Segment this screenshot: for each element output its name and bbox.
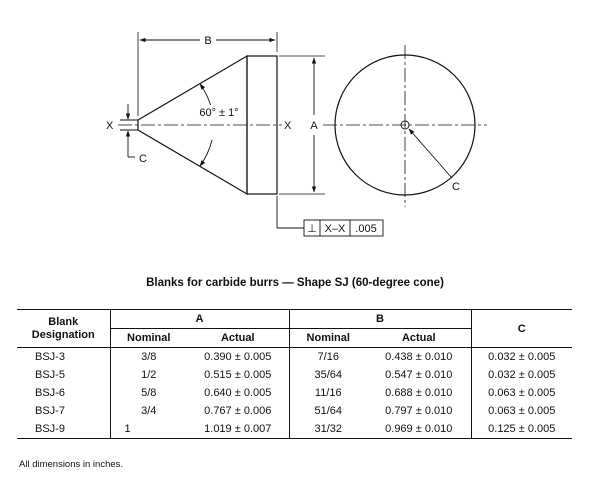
designation-cell: BSJ-6 xyxy=(35,387,65,399)
header-nominal-a: Nominal xyxy=(110,329,187,348)
dim-a-label: A xyxy=(310,120,318,132)
designation-cell: BSJ-7 xyxy=(35,405,65,417)
table-row xyxy=(17,384,572,402)
angle-label: 60° ± 1° xyxy=(199,107,239,119)
c-tip-dimension xyxy=(120,104,138,157)
a-actual-cell: 0.515 ± 0.005 xyxy=(204,369,272,381)
a-actual-cell: 0.390 ± 0.005 xyxy=(187,348,289,367)
tolerance-value: .005 xyxy=(355,223,377,235)
b-actual-cell: 0.547 ± 0.010 xyxy=(385,369,453,381)
table-row xyxy=(17,402,572,420)
header-actual-b: Actual xyxy=(367,329,471,348)
a-nominal-cell: 5/8 xyxy=(110,384,187,402)
dim-b-label: B xyxy=(204,35,212,47)
table-row xyxy=(17,348,572,367)
a-nominal-cell: 3/4 xyxy=(110,402,187,420)
tolerance-symbol: ⊥ xyxy=(307,223,317,235)
b-actual-cell: 0.969 ± 0.010 xyxy=(367,420,471,439)
header-a: A xyxy=(110,310,289,329)
b-nominal-cell: 7/16 xyxy=(289,348,367,367)
axis-x-right: X xyxy=(284,120,292,132)
table-row xyxy=(17,420,572,439)
c-cell: 0.125 ± 0.005 xyxy=(471,420,572,439)
a-nominal-cell: 1/2 xyxy=(110,366,187,384)
header-nominal-b: Nominal xyxy=(289,329,367,348)
designation-cell: BSJ-9 xyxy=(17,420,110,439)
designation-cell: BSJ-3 xyxy=(17,348,110,367)
header-blank: Blank xyxy=(48,315,79,328)
a-nominal-cell: 1 xyxy=(110,420,187,439)
a-actual-cell: 0.640 ± 0.005 xyxy=(204,387,272,399)
header-designation: Designation xyxy=(31,328,95,341)
c-leader xyxy=(409,129,452,178)
b-actual-cell: 0.438 ± 0.010 xyxy=(367,348,471,367)
table-body xyxy=(17,348,572,439)
blank-designation-header xyxy=(17,310,110,348)
dim-c-label: C xyxy=(139,153,147,165)
a-actual-cell: 0.767 ± 0.006 xyxy=(204,405,272,417)
c-cell: 0.063 ± 0.005 xyxy=(471,402,572,420)
dim-c-circle-label: C xyxy=(452,181,460,193)
a-actual-cell: 1.019 ± 0.007 xyxy=(187,420,289,439)
axis-x-left: X xyxy=(106,120,114,132)
b-nominal-cell: 11/16 xyxy=(289,384,367,402)
header-actual-a: Actual xyxy=(187,329,289,348)
blanks-table xyxy=(17,309,572,439)
c-cell: 0.032 ± 0.005 xyxy=(471,348,572,367)
c-cell: 0.063 ± 0.005 xyxy=(471,384,572,402)
designation-cell: BSJ-5 xyxy=(35,369,65,381)
tolerance-datum: X–X xyxy=(324,223,346,235)
header-c: C xyxy=(471,310,572,348)
b-nominal-cell: 31/32 xyxy=(289,420,367,439)
b-actual-cell: 0.688 ± 0.010 xyxy=(385,387,453,399)
table-caption: Blanks for carbide burrs — Shape SJ (60-degree cone) xyxy=(146,277,444,289)
table-row xyxy=(17,366,572,384)
b-nominal-cell: 51/64 xyxy=(289,402,367,420)
header-b: B xyxy=(289,310,471,329)
c-cell: 0.032 ± 0.005 xyxy=(471,366,572,384)
table-header-row xyxy=(17,310,572,329)
b-nominal-cell: 35/64 xyxy=(289,366,367,384)
angle-arc-lower xyxy=(200,140,212,166)
a-nominal-cell: 3/8 xyxy=(110,348,187,367)
footnote: All dimensions in inches. xyxy=(19,459,124,470)
b-actual-cell: 0.797 ± 0.010 xyxy=(385,405,453,417)
